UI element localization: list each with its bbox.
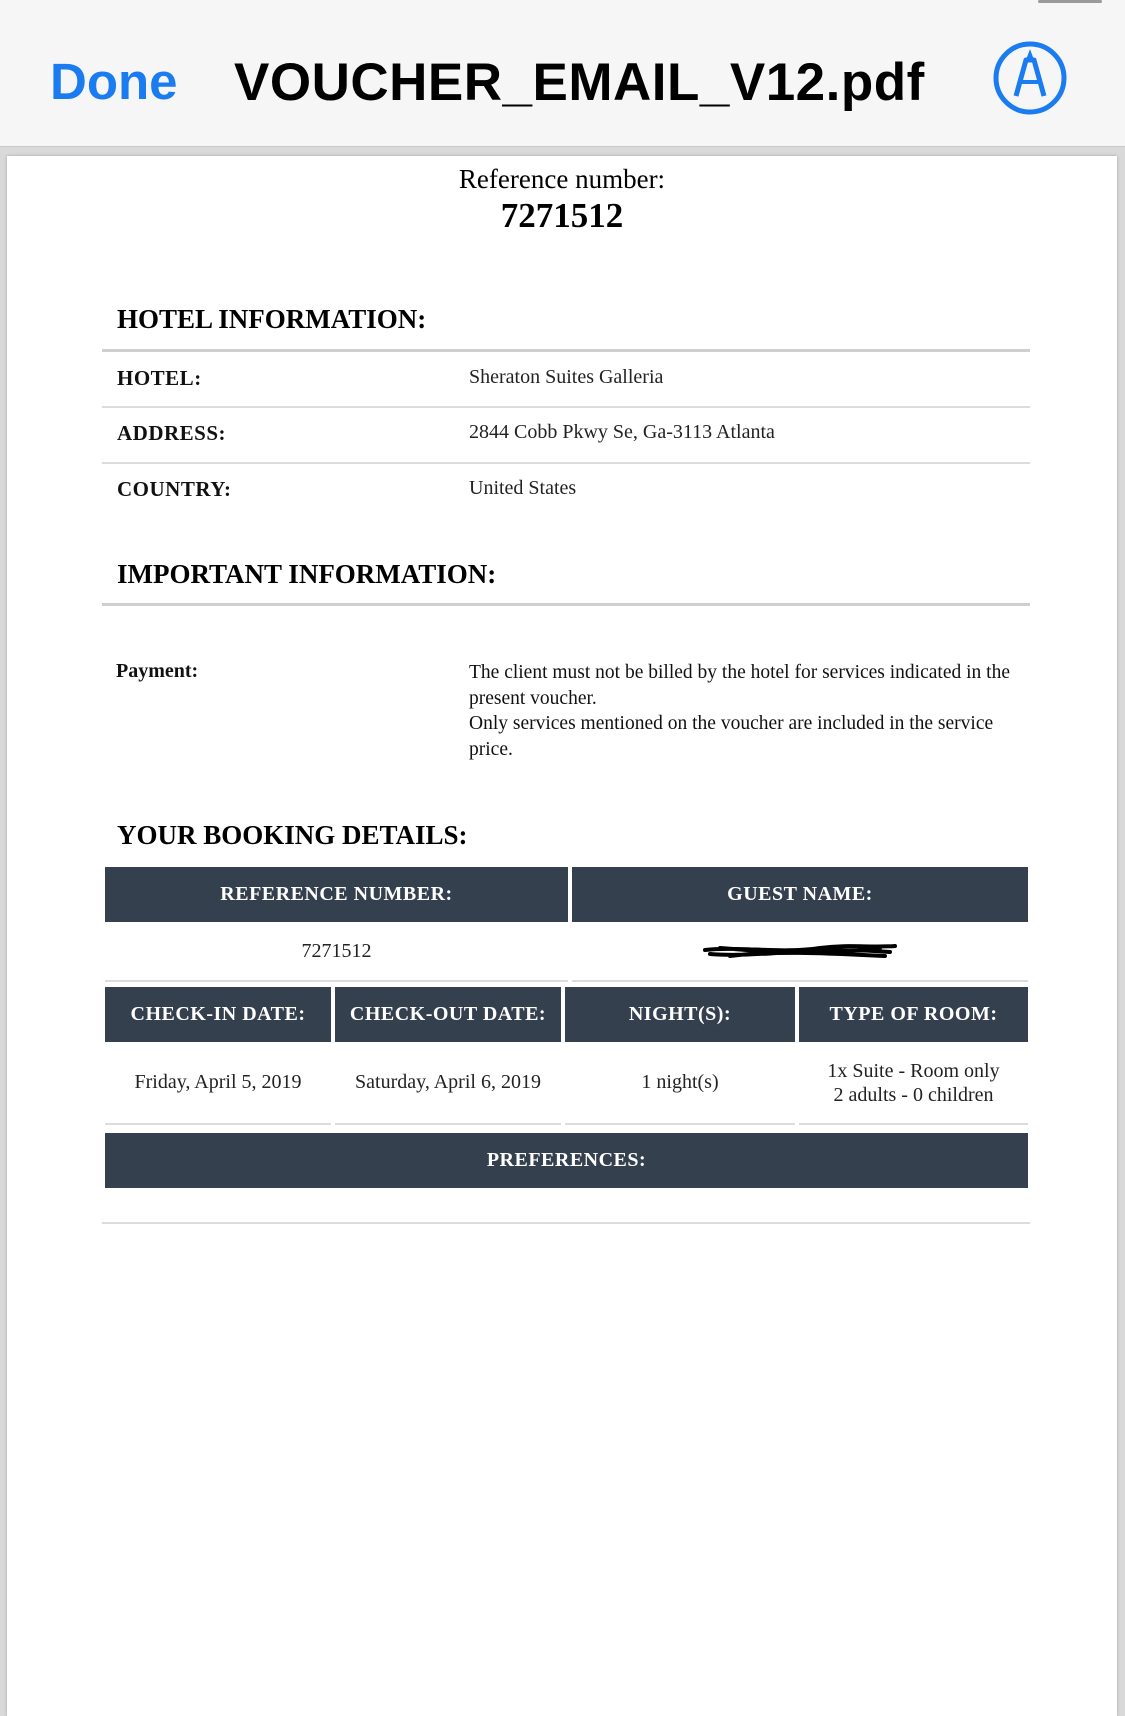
payment-line-2: Only services mentioned on the voucher are included in the service price. bbox=[469, 713, 994, 760]
guest-name-header: GUEST NAME: bbox=[572, 867, 1028, 922]
reference-number-cell: 7271512 bbox=[105, 922, 568, 982]
row-divider bbox=[102, 462, 1030, 464]
room-type-line: 1x Suite - Room only bbox=[827, 1059, 1000, 1082]
reference-label: Reference number: bbox=[458, 164, 666, 194]
important-section-title: IMPORTANT INFORMATION: bbox=[117, 559, 497, 589]
payment-line-1: The client must not be billed by the hotel for services indicated in the present voucher. bbox=[469, 662, 1010, 709]
address-label: ADDRESS: bbox=[117, 421, 227, 445]
preferences-divider bbox=[102, 1222, 1030, 1224]
check-out-cell: Saturday, April 6, 2019 bbox=[335, 1042, 561, 1125]
reference-number-header: REFERENCE NUMBER: bbox=[105, 867, 568, 922]
check-in-cell: Friday, April 5, 2019 bbox=[105, 1042, 331, 1125]
redaction-scribble bbox=[700, 936, 900, 966]
preferences-header: PREFERENCES: bbox=[105, 1133, 1028, 1188]
country-label: COUNTRY: bbox=[117, 477, 232, 501]
pdf-page bbox=[7, 156, 1117, 1716]
hotel-label: HOTEL: bbox=[117, 366, 202, 390]
viewer-toolbar bbox=[0, 0, 1125, 147]
guest-name-cell bbox=[572, 922, 1028, 982]
address-value: 2844 Cobb Pkwy Se, Ga-3113 Atlanta bbox=[469, 421, 775, 443]
occupancy-line: 2 adults - 0 children bbox=[833, 1083, 994, 1106]
booking-section-title: YOUR BOOKING DETAILS: bbox=[117, 820, 468, 850]
check-in-header: CHECK-IN DATE: bbox=[105, 987, 331, 1042]
room-type-cell bbox=[799, 1042, 1028, 1125]
reference-value: 7271512 bbox=[500, 196, 624, 235]
room-type-header: TYPE OF ROOM: bbox=[799, 987, 1028, 1042]
done-button[interactable]: Done bbox=[50, 53, 178, 110]
hotel-section-title: HOTEL INFORMATION: bbox=[117, 304, 427, 334]
section-divider bbox=[102, 349, 1030, 352]
check-out-header: CHECK-OUT DATE: bbox=[335, 987, 561, 1042]
nights-header: NIGHT(S): bbox=[565, 987, 795, 1042]
file-title: VOUCHER_EMAIL_V12.pdf bbox=[234, 53, 925, 112]
nights-cell: 1 night(s) bbox=[565, 1042, 795, 1125]
section-divider bbox=[102, 603, 1030, 606]
drag-handle[interactable] bbox=[1038, 0, 1102, 3]
country-value: United States bbox=[469, 477, 577, 499]
markup-pen-icon[interactable] bbox=[992, 40, 1068, 116]
payment-label: Payment: bbox=[116, 660, 199, 682]
row-divider bbox=[102, 406, 1030, 408]
hotel-value: Sheraton Suites Galleria bbox=[469, 366, 664, 388]
payment-text bbox=[469, 660, 1029, 762]
